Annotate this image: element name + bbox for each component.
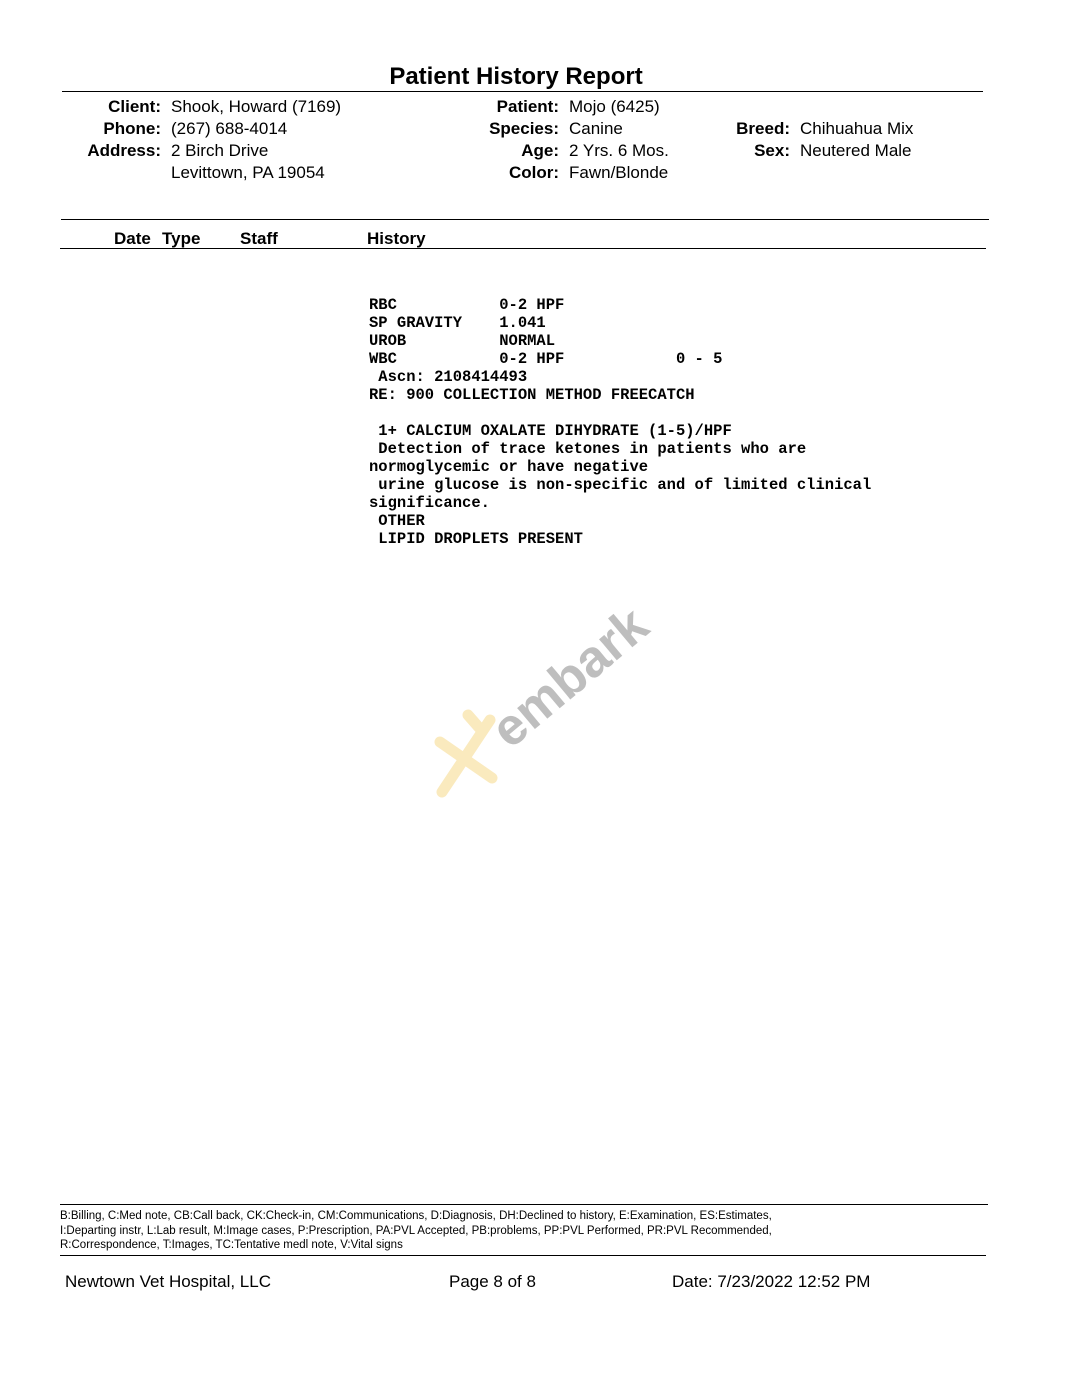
page-title: Patient History Report — [389, 63, 643, 90]
species-label: Species: — [489, 119, 559, 138]
embark-watermark — [420, 600, 690, 820]
sex-label: Sex: — [754, 141, 790, 160]
footer-page: Page 8 of 8 — [449, 1272, 536, 1291]
legend-bottom-rule — [60, 1255, 986, 1256]
address-line2: Levittown, PA 19054 — [171, 163, 325, 182]
col-type: Type — [162, 229, 201, 248]
client-value: Shook, Howard (7169) — [171, 97, 342, 116]
legend-line: B:Billing, C:Med note, CB:Call back, CK:Check-in, CM:Communications, D:Diagnosis, DH:Declined to history, E:Examination, ES:Estimates, — [60, 1210, 772, 1222]
header-top-rule — [61, 219, 989, 220]
legend-line: R:Correspondence, T:Images, TC:Tentative medl note, V:Vital signs — [60, 1239, 403, 1251]
history-line: significance. — [369, 494, 490, 512]
age-value: 2 Yrs. 6 Mos. — [569, 141, 669, 160]
history-block — [369, 296, 871, 548]
address-line1: 2 Birch Drive — [171, 141, 269, 160]
breed-label: Breed: — [736, 119, 790, 138]
watermark-text: embark — [480, 600, 660, 760]
title-rule — [62, 91, 983, 92]
legend-line: I:Departing instr, L:Lab result, M:Image cases, P:Prescription, PA:PVL Accepted, PB:problems, PP:PVL Performed, PR:PVL Recommended, — [60, 1224, 772, 1237]
breed-value: Chihuahua Mix — [800, 119, 914, 138]
legend-top-rule — [60, 1204, 988, 1205]
history-line: Detection of trace ketones in patients who are — [369, 440, 807, 458]
history-line — [369, 404, 871, 422]
phone-value: (267) 688-4014 — [171, 119, 288, 138]
col-history: History — [367, 229, 426, 248]
client-label: Client: — [108, 97, 161, 116]
phone-label: Phone: — [103, 119, 161, 138]
address-label: Address: — [87, 141, 161, 160]
col-date: Date — [114, 229, 151, 248]
footer-hospital: Newtown Vet Hospital, LLC — [65, 1272, 271, 1291]
history-line: OTHER — [369, 512, 425, 530]
header-bottom-rule — [60, 248, 986, 249]
embark-logo-icon — [440, 715, 492, 792]
species-value: Canine — [569, 119, 623, 138]
history-line: normoglycemic or have negative — [369, 458, 649, 476]
history-line: urine glucose is non-specific and of limited clinical — [369, 476, 872, 494]
patient-value: Mojo (6425) — [569, 97, 660, 116]
color-value: Fawn/Blonde — [569, 163, 669, 182]
type-legend — [60, 1209, 960, 1253]
history-line: LIPID DROPLETS PRESENT — [369, 530, 583, 548]
age-label: Age: — [521, 141, 559, 160]
history-line: Ascn: 2108414493 — [369, 368, 528, 386]
color-label: Color: — [508, 163, 559, 182]
history-line: UROB NORMAL — [369, 332, 556, 350]
patient-label: Patient: — [496, 97, 559, 116]
history-line: RBC 0-2 HPF — [369, 296, 565, 314]
sex-value: Neutered Male — [800, 141, 912, 160]
footer-date: Date: 7/23/2022 12:52 PM — [672, 1272, 871, 1291]
history-line: WBC 0-2 HPF 0 - 5 — [369, 350, 723, 368]
history-line: SP GRAVITY 1.041 — [369, 314, 546, 332]
history-line: RE: 900 COLLECTION METHOD FREECATCH — [369, 386, 695, 404]
history-line: 1+ CALCIUM OXALATE DIHYDRATE (1-5)/HPF — [369, 422, 732, 440]
col-staff: Staff — [240, 229, 278, 248]
